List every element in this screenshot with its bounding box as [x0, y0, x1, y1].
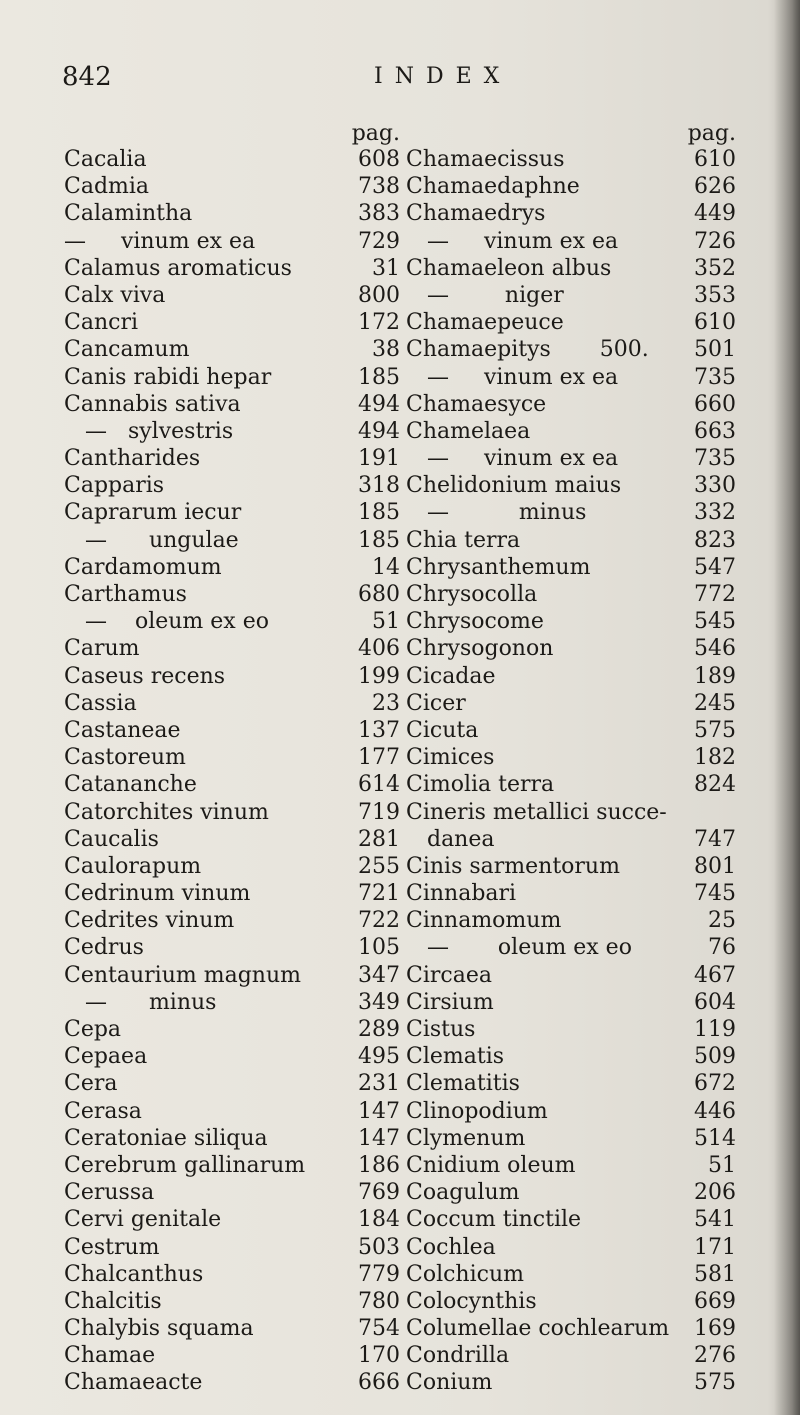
index-entry	[64, 1125, 400, 1152]
entry-term: Chamaesyce	[406, 391, 547, 417]
entry-term: Cera	[64, 1071, 118, 1097]
index-entry	[406, 907, 736, 934]
index-entry	[406, 309, 736, 336]
entry-page-number: 541	[694, 1207, 736, 1233]
index-entry	[406, 690, 736, 717]
entry-page-number: 383	[358, 201, 400, 227]
index-entry	[64, 1043, 400, 1070]
entry-term: Coagulum	[406, 1180, 520, 1206]
entry-term: Catananche	[64, 772, 197, 798]
entry-term: Chamelaea	[406, 418, 531, 444]
index-entry	[406, 663, 736, 690]
entry-page-number: 721	[358, 881, 400, 907]
index-entry	[64, 527, 400, 554]
entry-page-number: 147	[358, 1125, 400, 1151]
entry-page-number: 604	[694, 989, 736, 1015]
entry-page-number: 503	[358, 1234, 400, 1260]
index-entry	[64, 581, 400, 608]
entry-page-number: 575	[694, 1370, 736, 1396]
entry-term: Chrysanthemum	[406, 554, 591, 580]
index-entry	[64, 799, 400, 826]
index-entry	[64, 336, 400, 363]
index-entry	[64, 744, 400, 771]
entry-page-number: 76	[708, 935, 736, 961]
index-entry	[406, 1098, 736, 1125]
entry-page-number: 231	[358, 1071, 400, 1097]
entry-page-number: 672	[694, 1071, 736, 1097]
entry-page-number: 779	[358, 1261, 400, 1287]
entry-term: Cicer	[406, 690, 466, 716]
entry-page-number: 14	[372, 554, 400, 580]
index-entry	[64, 663, 400, 690]
entry-term: Chia terra	[406, 527, 521, 553]
entry-term: Chamae	[64, 1343, 156, 1369]
entry-term: Calamus aromaticus	[64, 255, 292, 281]
index-entry	[406, 1315, 736, 1342]
index-entry	[406, 853, 736, 880]
entry-page-number: 801	[694, 853, 736, 879]
entry-page-number: 349	[358, 989, 400, 1015]
entry-page-number: 353	[694, 282, 736, 308]
index-entry	[406, 1179, 736, 1206]
entry-term: Chalcanthus	[64, 1261, 204, 1287]
entries-left	[64, 146, 400, 1397]
index-entry	[64, 1070, 400, 1097]
index-entry	[64, 391, 400, 418]
index-entry	[64, 418, 400, 445]
entry-page-number: 608	[358, 147, 400, 172]
index-entry	[64, 880, 400, 907]
entry-term: Chrysocolla	[406, 582, 538, 607]
entry-page-number: 119	[694, 1017, 736, 1042]
index-entry	[406, 282, 736, 309]
entry-page-number: 626	[694, 174, 736, 200]
entry-term: Chamaedrys	[406, 201, 546, 227]
entry-term: — niger	[406, 282, 564, 308]
entry-term: Cirsium	[406, 989, 494, 1015]
index-entry	[406, 255, 736, 282]
entry-page-number: 769	[358, 1180, 400, 1206]
index-entry	[64, 282, 400, 309]
index-entry	[406, 173, 736, 200]
index-entry	[64, 1098, 400, 1125]
entry-term: Circaea	[406, 962, 492, 988]
index-entry	[406, 581, 736, 608]
entry-term: Cimices	[406, 745, 495, 771]
index-entry	[64, 962, 400, 989]
index-entry	[64, 1152, 400, 1179]
entry-term: — oleum ex eo	[406, 935, 632, 961]
entry-term: Canis rabidi hepar	[64, 364, 272, 390]
entry-page-number: 614	[358, 772, 400, 798]
entry-page-number: 735	[694, 446, 736, 472]
entry-term: — sylvestris	[64, 418, 234, 444]
entry-page-number: 754	[358, 1316, 400, 1342]
index-entry	[64, 472, 400, 499]
entry-term: Colocynthis	[406, 1288, 537, 1314]
entry-term: danea	[406, 826, 495, 852]
index-entry	[64, 228, 400, 255]
entry-term: Cantharides	[64, 446, 201, 472]
entry-term: Carum	[64, 636, 140, 662]
entry-term: Caprarum iecur	[64, 500, 242, 526]
entry-term: Clematis	[406, 1044, 505, 1070]
index-entry	[64, 1369, 400, 1396]
entry-page-number: 332	[694, 500, 736, 526]
index-entry	[406, 418, 736, 445]
entry-page-number: 610	[694, 147, 736, 172]
index-entry	[64, 200, 400, 227]
entry-page-number: 23	[372, 690, 400, 716]
entry-page-number: 185	[358, 364, 400, 390]
index-entry	[64, 934, 400, 961]
entry-term: Caseus recens	[64, 663, 226, 689]
entry-page-number: 184	[358, 1207, 400, 1233]
entry-term: — vinum ex ea	[406, 446, 619, 472]
entry-term: Cinnabari	[406, 881, 517, 907]
index-entry	[64, 690, 400, 717]
index-entry	[64, 146, 400, 173]
entry-term: — ungulae	[64, 527, 239, 553]
index-entry	[64, 1234, 400, 1261]
entry-page-number: 330	[694, 473, 736, 499]
entry-term: Cadmia	[64, 174, 150, 200]
entry-term: Chamaeleon albus	[406, 255, 612, 281]
entry-page-number: 467	[694, 962, 736, 988]
index-entry	[406, 1125, 736, 1152]
entry-term: — oleum ex eo	[64, 609, 269, 635]
index-entry	[64, 1342, 400, 1369]
entry-term: Chamaepeuce	[406, 310, 564, 336]
index-entry	[64, 853, 400, 880]
index-entry	[406, 1016, 736, 1043]
index-entry	[406, 1234, 736, 1261]
index-entry	[406, 1342, 736, 1369]
entry-term: — vinum ex ea	[406, 228, 619, 254]
index-entry	[406, 1369, 736, 1396]
entry-term: Condrilla	[406, 1343, 510, 1369]
index-entry	[64, 1179, 400, 1206]
entry-term: Cinis sarmentorum	[406, 853, 620, 879]
index-entry	[64, 1315, 400, 1342]
entry-term: Castaneae	[64, 717, 181, 743]
entry-term: Cacalia	[64, 147, 147, 172]
entry-page-number: 494	[358, 391, 400, 417]
entry-term: Chrysocome	[406, 609, 544, 635]
index-entry	[64, 364, 400, 391]
entry-page-number: 199	[358, 663, 400, 689]
entry-term: Caulorapum	[64, 853, 202, 879]
entry-page-number: 185	[358, 500, 400, 526]
entry-term: Capparis	[64, 473, 165, 499]
entry-term: Cerebrum gallinarum	[64, 1152, 306, 1178]
entry-page-number: 38	[372, 337, 400, 363]
entry-page-number: 680	[358, 582, 400, 607]
index-entry	[406, 744, 736, 771]
index-entry	[64, 826, 400, 853]
book-spine-shadow	[774, 0, 800, 1415]
entry-page-number: 191	[358, 446, 400, 472]
entry-page-number: 669	[694, 1288, 736, 1314]
entry-page-number: 289	[358, 1017, 400, 1042]
entry-page-number: 494	[358, 418, 400, 444]
page-header	[62, 62, 742, 96]
index-entry	[406, 880, 736, 907]
entry-page-number: 495	[358, 1044, 400, 1070]
index-entry	[64, 499, 400, 526]
entry-page-number: 745	[694, 881, 736, 907]
index-entry	[406, 1261, 736, 1288]
page-number: 842	[62, 62, 112, 92]
index-entry	[406, 364, 736, 391]
entry-page-number: 31	[372, 255, 400, 281]
index-entry	[406, 554, 736, 581]
entry-term: Cancamum	[64, 337, 190, 363]
entry-page-number: 823	[694, 527, 736, 553]
index-entry	[406, 146, 736, 173]
entry-term: Chrysogonon	[406, 636, 554, 662]
entries-right	[406, 146, 736, 1397]
entry-term: Cepaea	[64, 1044, 148, 1070]
entry-term: Cnidium oleum	[406, 1152, 576, 1178]
entry-page-number: 186	[358, 1152, 400, 1178]
entry-term: Catorchites vinum	[64, 799, 269, 825]
index-entry	[406, 200, 736, 227]
entry-page-number: 501	[694, 337, 736, 363]
entry-term: Columellae cochlearum	[406, 1316, 670, 1342]
entry-page-number: 514	[694, 1125, 736, 1151]
index-entry	[406, 1043, 736, 1070]
entry-term: — vinum ex ea	[406, 364, 619, 390]
entry-page-number: 722	[358, 908, 400, 934]
index-entry	[406, 635, 736, 662]
index-entry	[64, 1261, 400, 1288]
entry-page-number: 182	[694, 745, 736, 771]
index-entry	[64, 173, 400, 200]
index-entry	[64, 635, 400, 662]
index-entry	[64, 445, 400, 472]
entry-term: Chamaeacte	[64, 1370, 203, 1396]
entry-term: Cicadae	[406, 663, 496, 689]
entry-term: Chalybis squama	[64, 1316, 254, 1342]
index-entry	[406, 472, 736, 499]
entry-term: Cineris metallici succe-	[406, 799, 667, 825]
entry-term: Cestrum	[64, 1234, 160, 1260]
index-entry	[64, 255, 400, 282]
index-entry	[64, 717, 400, 744]
entry-term: Cedrus	[64, 935, 144, 961]
entry-term: Chalcitis	[64, 1288, 162, 1314]
entry-term: Cochlea	[406, 1234, 496, 1260]
entry-page-number: 281	[358, 826, 400, 852]
entry-term: Coccum tinctile	[406, 1207, 582, 1233]
entry-term: Cardamomum	[64, 554, 222, 580]
index-column-left	[64, 122, 400, 1397]
index-entry	[406, 608, 736, 635]
entry-term: Colchicum	[406, 1261, 524, 1287]
entry-page-number: 318	[358, 473, 400, 499]
entry-term: Clematitis	[406, 1071, 520, 1097]
entry-page-number: 105	[358, 935, 400, 961]
entry-term: Cannabis sativa	[64, 391, 241, 417]
pag-label-right: pag.	[687, 121, 736, 146]
entry-term: Castoreum	[64, 745, 186, 771]
entry-page-number: 449	[694, 201, 736, 227]
index-entry	[406, 962, 736, 989]
index-entry	[406, 445, 736, 472]
index-entry	[406, 527, 736, 554]
entry-term: Calamintha	[64, 201, 193, 227]
entry-page-number: 406	[358, 636, 400, 662]
index-entry	[406, 799, 736, 826]
entry-term: Clymenum	[406, 1125, 526, 1151]
index-entry	[406, 989, 736, 1016]
entry-term: — vinum ex ea	[64, 228, 256, 254]
entry-page-number: 663	[694, 418, 736, 444]
entry-term: Chelidonium maius	[406, 473, 622, 499]
entry-page-number: 170	[358, 1343, 400, 1369]
entry-page-number: 729	[358, 228, 400, 254]
entry-page-number: 581	[694, 1261, 736, 1287]
index-column-right	[406, 122, 736, 1397]
entry-term: Clinopodium	[406, 1098, 548, 1124]
index-entry	[64, 554, 400, 581]
entry-page-number: 171	[694, 1234, 736, 1260]
entry-page-number: 147	[358, 1098, 400, 1124]
entry-term: — minus	[406, 500, 587, 526]
entry-page-number: 772	[694, 582, 736, 607]
entry-page-number: 137	[358, 717, 400, 743]
entry-term: Cimolia terra	[406, 772, 555, 798]
entry-page-number: 547	[694, 554, 736, 580]
entry-term: Calx viva	[64, 282, 166, 308]
entry-page-number: 726	[694, 228, 736, 254]
entry-term: Ceratoniae siliqua	[64, 1125, 268, 1151]
entry-term: Cicuta	[406, 717, 479, 743]
entry-page-number: 172	[358, 310, 400, 336]
entry-page-number: 177	[358, 745, 400, 771]
entry-page-number: 189	[694, 663, 736, 689]
index-entry	[64, 1288, 400, 1315]
entry-page-number: 610	[694, 310, 736, 336]
index-entry	[406, 228, 736, 255]
entry-term: Cervi genitale	[64, 1207, 222, 1233]
entry-term: Chamaedaphne	[406, 174, 580, 200]
entry-term: Cassia	[64, 690, 137, 716]
index-entry	[406, 391, 736, 418]
running-title: INDEX	[374, 64, 512, 89]
entry-term: Cerasa	[64, 1098, 142, 1124]
entry-page-number: 509	[694, 1044, 736, 1070]
entry-page-number: 800	[358, 282, 400, 308]
entry-page-number: 352	[694, 255, 736, 281]
index-entry	[64, 907, 400, 934]
entry-term: Chamaepitys 500.	[406, 337, 649, 363]
entry-page-number: 545	[694, 609, 736, 635]
index-entry	[406, 1070, 736, 1097]
entry-page-number: 25	[708, 908, 736, 934]
index-entry	[406, 1288, 736, 1315]
index-entry	[406, 336, 736, 363]
entry-page-number: 276	[694, 1343, 736, 1369]
index-entry	[406, 934, 736, 961]
entry-term: Cepa	[64, 1017, 122, 1042]
entry-term: — minus	[64, 989, 217, 1015]
entry-page-number: 185	[358, 527, 400, 553]
entry-page-number: 719	[358, 799, 400, 825]
index-entry	[64, 989, 400, 1016]
entry-page-number: 169	[694, 1316, 736, 1342]
entry-page-number: 747	[694, 826, 736, 852]
entry-page-number: 735	[694, 364, 736, 390]
index-entry	[406, 1152, 736, 1179]
index-entry	[64, 608, 400, 635]
entry-term: Centaurium magnum	[64, 962, 301, 988]
index-entry	[406, 826, 736, 853]
entry-page-number: 446	[694, 1098, 736, 1124]
entry-term: Conium	[406, 1370, 493, 1396]
entry-page-number: 255	[358, 853, 400, 879]
index-entry	[64, 771, 400, 798]
entry-term: Chamaecissus	[406, 147, 565, 172]
index-entry	[406, 499, 736, 526]
entry-page-number: 51	[372, 609, 400, 635]
entry-page-number: 51	[708, 1152, 736, 1178]
index-entry	[64, 1206, 400, 1233]
entry-term: Cerussa	[64, 1180, 155, 1206]
entry-term: Cancri	[64, 310, 138, 336]
entry-page-number: 575	[694, 717, 736, 743]
entry-page-number: 245	[694, 690, 736, 716]
entry-page-number: 546	[694, 636, 736, 662]
entry-page-number: 738	[358, 174, 400, 200]
entry-page-number: 206	[694, 1180, 736, 1206]
index-entry	[406, 771, 736, 798]
entry-page-number: 660	[694, 391, 736, 417]
entry-page-number: 780	[358, 1288, 400, 1314]
entry-page-number: 824	[694, 772, 736, 798]
entry-term: Carthamus	[64, 582, 187, 607]
entry-term: Cistus	[406, 1017, 476, 1042]
entry-term: Cinnamomum	[406, 908, 562, 934]
entry-page-number: 666	[358, 1370, 400, 1396]
index-entry	[406, 1206, 736, 1233]
entry-term: Cedrites vinum	[64, 908, 235, 934]
entry-page-number: 347	[358, 962, 400, 988]
index-entry	[406, 717, 736, 744]
index-entry	[64, 1016, 400, 1043]
pag-label-left: pag.	[351, 121, 400, 146]
entry-term: Cedrinum vinum	[64, 881, 251, 907]
entry-term: Caucalis	[64, 826, 159, 852]
index-entry	[64, 309, 400, 336]
